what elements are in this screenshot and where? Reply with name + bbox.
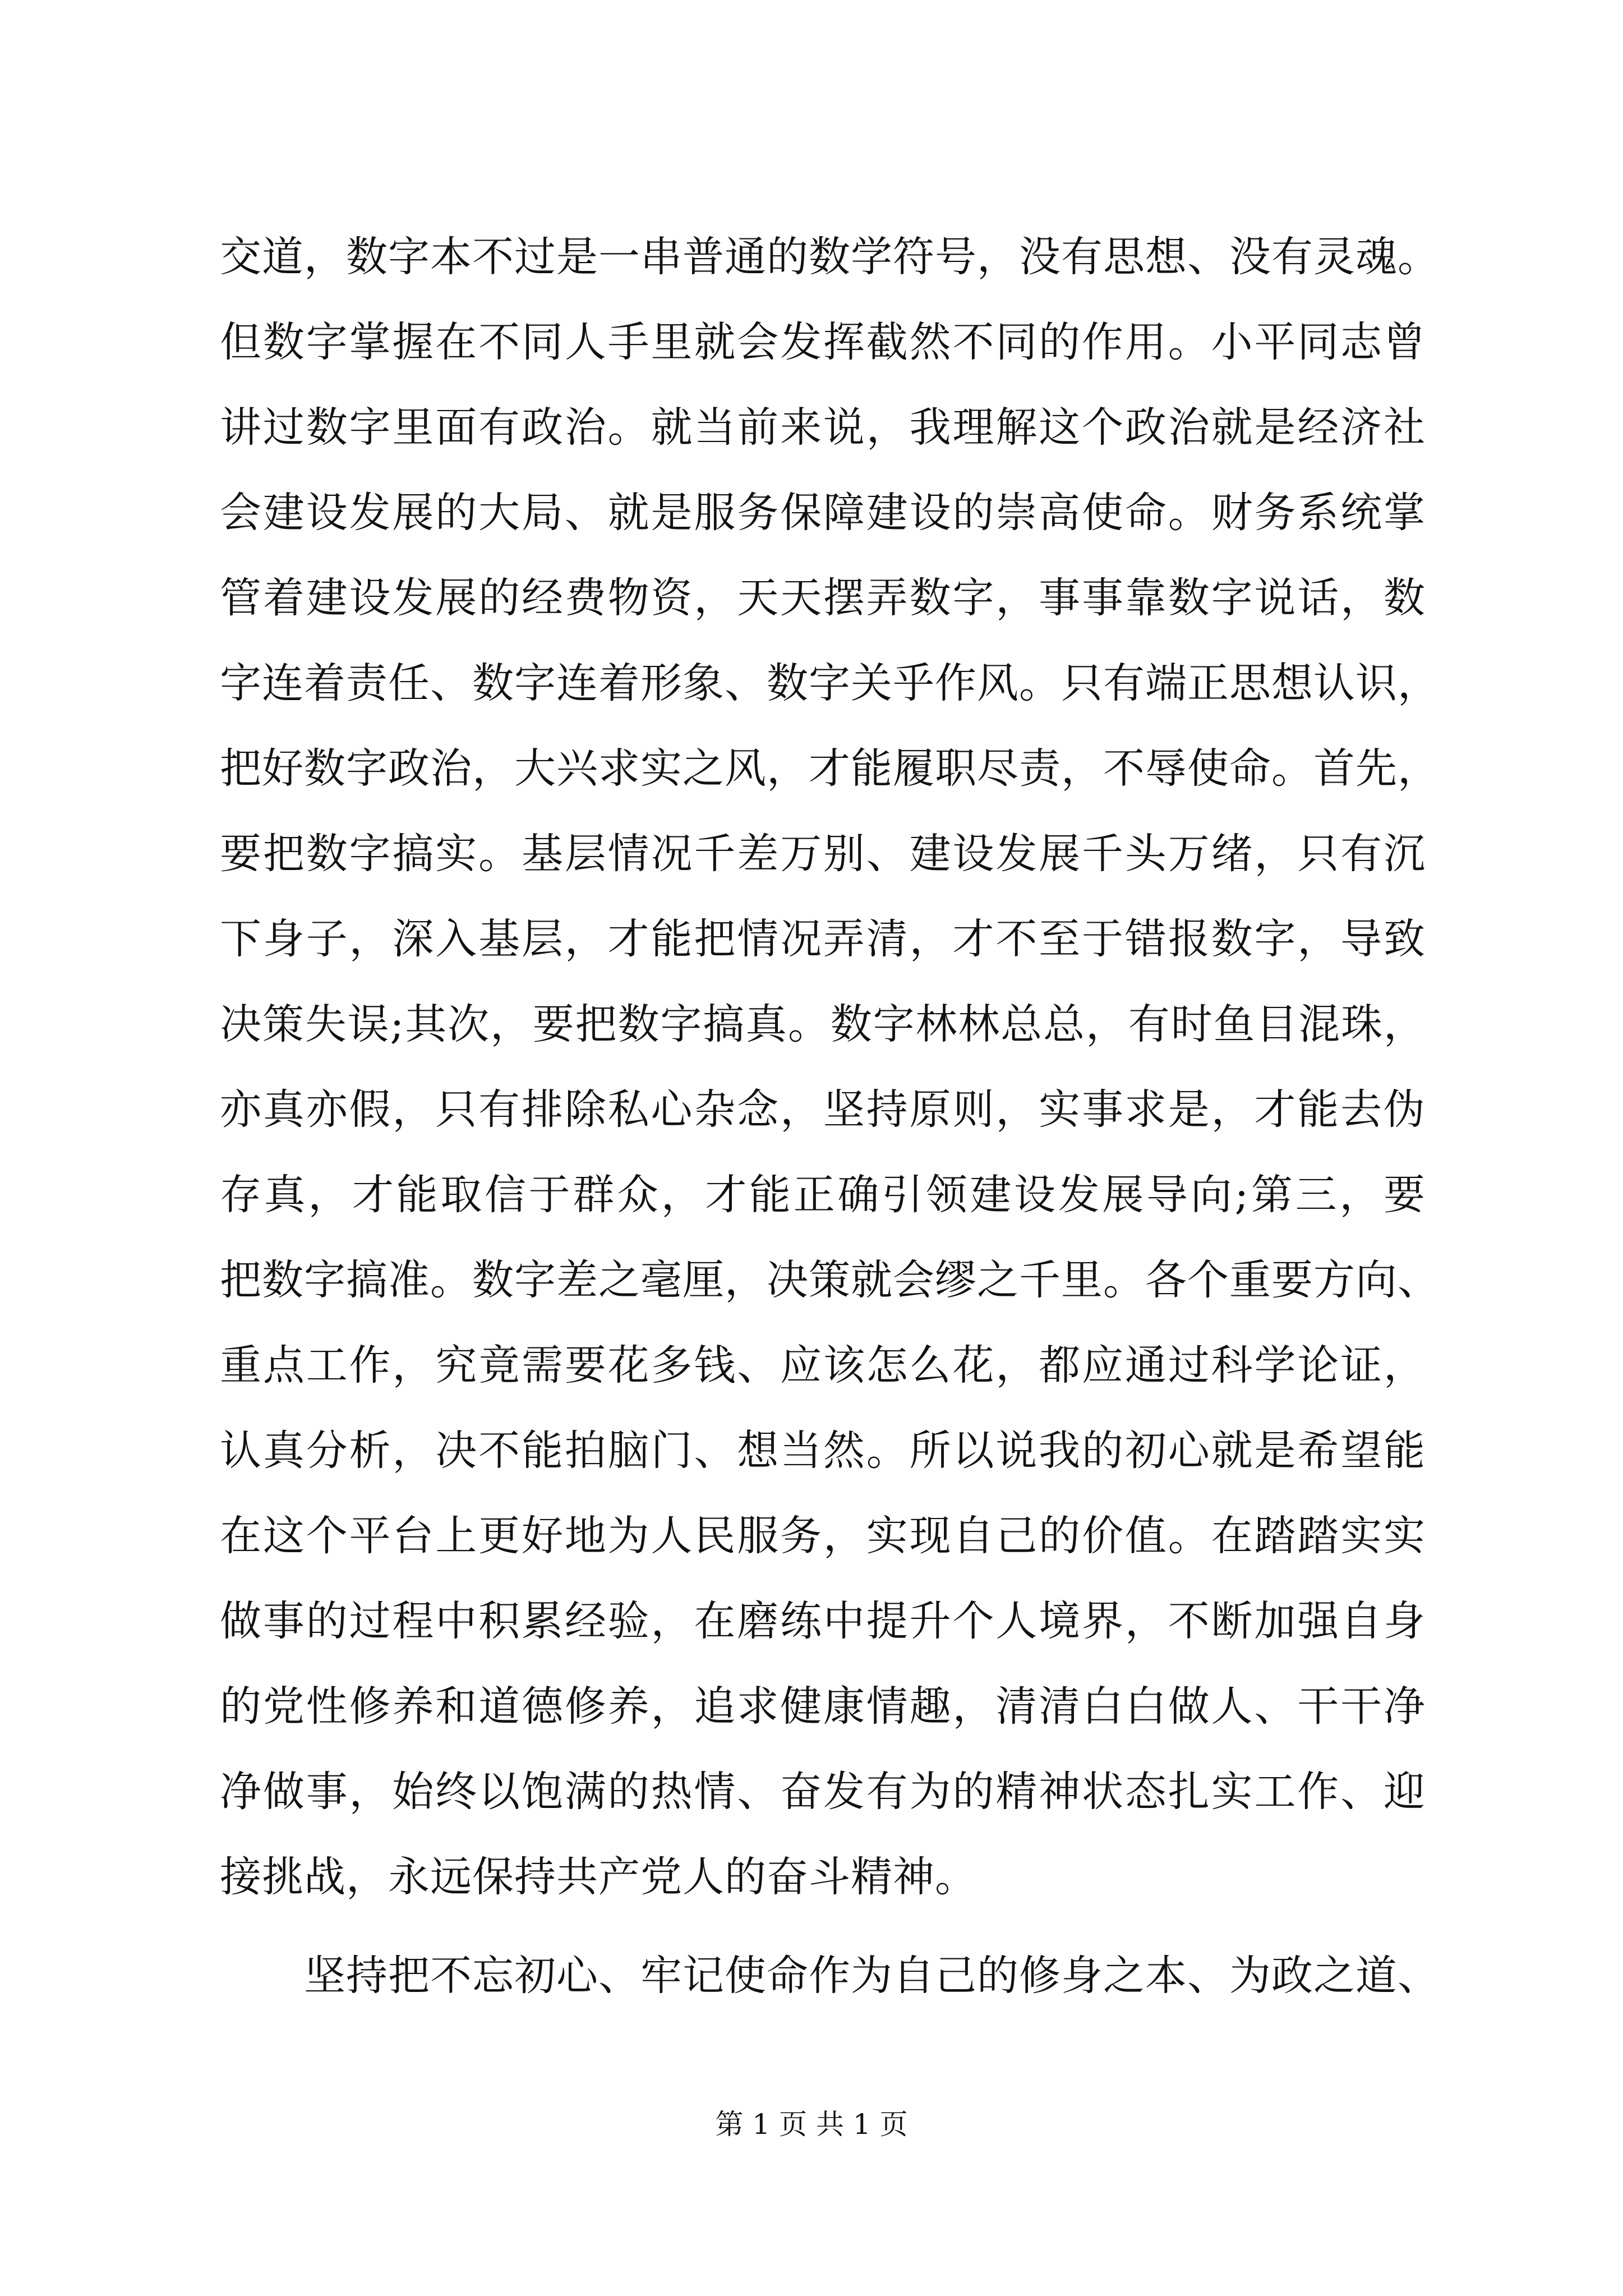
text-line: 管着建设发展的经费物资，天天摆弄数字，事事靠数字说话，数 xyxy=(220,574,1426,622)
text-line: 的党性修养和道德修养，追求健康情趣，清清白白做人、干干净 xyxy=(220,1682,1426,1731)
text-line: 重点工作，究竟需要花多钱、应该怎么花，都应通过科学论证， xyxy=(220,1341,1426,1389)
paragraph-2 xyxy=(220,1933,1440,2018)
text-line: 坚持把不忘初心、牢记使命作为自己的修身之本、为政之道、 xyxy=(304,1952,1440,2000)
text-line: 把数字搞准。数字差之毫厘，决策就会缪之千里。各个重要方向、 xyxy=(220,1256,1440,1304)
paragraph-gap xyxy=(220,1920,1426,1933)
paragraph-1 xyxy=(220,214,1440,1920)
text-line: 做事的过程中积累经验，在磨练中提升个人境界，不断加强自身 xyxy=(220,1597,1426,1645)
text-line: 净做事，始终以饱满的热情、奋发有为的精神状态扎实工作、迎 xyxy=(220,1768,1426,1816)
text-line: 要把数字搞实。基层情况千差万别、建设发展千头万绪，只有沉 xyxy=(220,830,1426,878)
text-line: 认真分析，决不能拍脑门、想当然。所以说我的初心就是希望能 xyxy=(220,1427,1426,1475)
text-line: 在这个平台上更好地为人民服务，实现自己的价值。在踏踏实实 xyxy=(220,1512,1426,1560)
document-body xyxy=(220,214,1440,2018)
text-line: 把好数字政治，大兴求实之风，才能履职尽责，不辱使命。首先， xyxy=(220,744,1440,793)
text-line: 字连着责任、数字连着形象、数字关乎作风。只有端正思想认识， xyxy=(220,659,1440,707)
text-line: 会建设发展的大局、就是服务保障建设的崇高使命。财务系统掌 xyxy=(220,489,1426,537)
text-line: 接挑战，永远保持共产党人的奋斗精神。 xyxy=(220,1853,977,1901)
text-line: 决策失误;其次，要把数字搞真。数字林林总总，有时鱼目混珠， xyxy=(220,1000,1426,1048)
page-number-label: 第 1 页 共 1 页 xyxy=(715,2108,908,2141)
text-line: 讲过数字里面有政治。就当前来说，我理解这个政治就是经济社 xyxy=(220,403,1426,452)
text-line: 下身子，深入基层，才能把情况弄清，才不至于错报数字，导致 xyxy=(220,915,1426,963)
page-footer xyxy=(0,2105,1623,2144)
text-line: 存真，才能取信于群众，才能正确引领建设发展导向;第三，要 xyxy=(220,1171,1426,1219)
text-line: 亦真亦假，只有排除私心杂念，坚持原则，实事求是，才能去伪 xyxy=(220,1085,1426,1134)
text-line: 交道，数字本不过是一串普通的数学符号，没有思想、没有灵魂。 xyxy=(220,233,1440,281)
text-line: 但数字掌握在不同人手里就会发挥截然不同的作用。小平同志曾 xyxy=(220,318,1426,366)
